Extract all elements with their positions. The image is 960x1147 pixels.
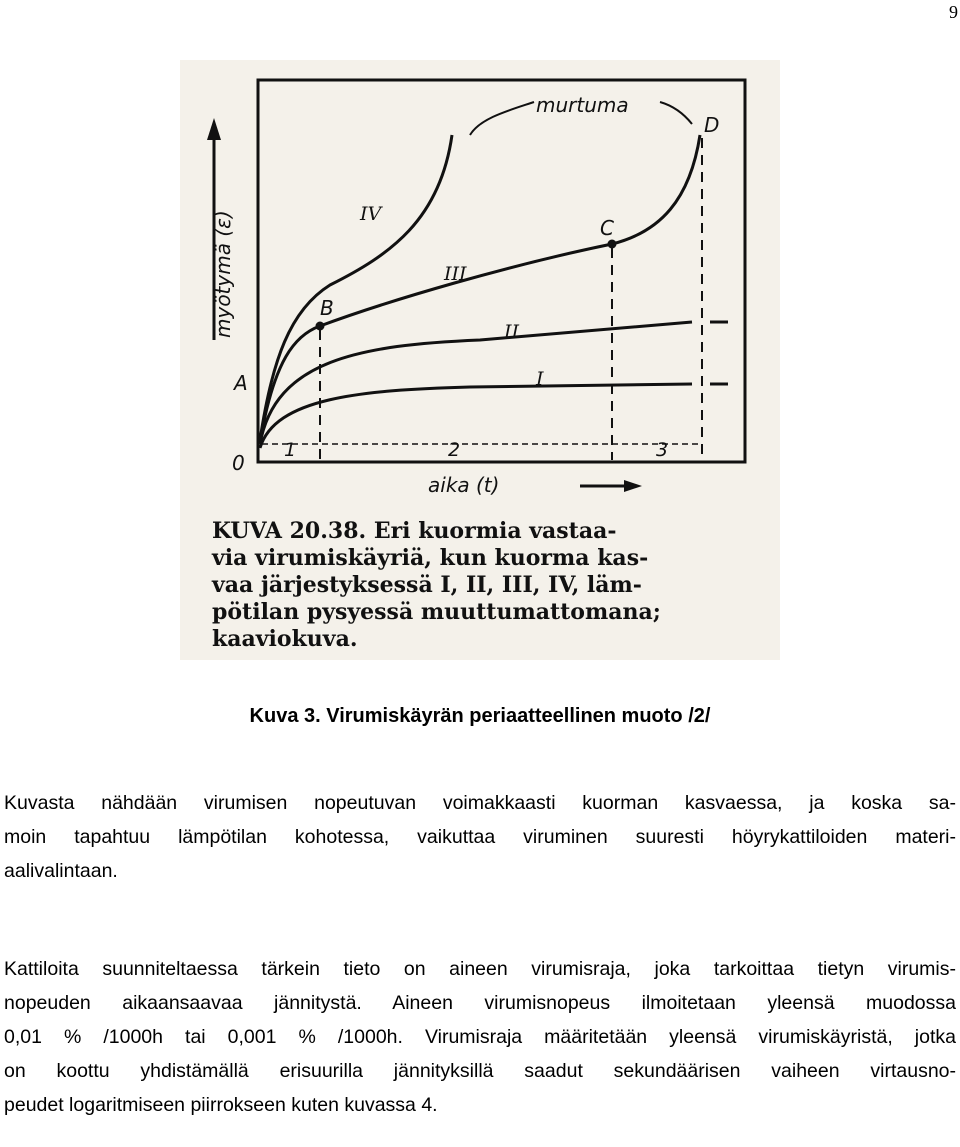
paragraph-2 xyxy=(4,952,956,1122)
y-axis-label: myötymä (ε) xyxy=(211,210,235,338)
curve-iv-label: IV xyxy=(360,203,382,225)
origin-label: 0 xyxy=(232,451,245,475)
scan-caption-line: kaaviokuva. xyxy=(212,626,358,652)
scan-caption-line: KUVA 20.38. Eri kuormia vastaa- xyxy=(212,518,617,544)
stage-3-label: 3 xyxy=(656,439,669,461)
paragraph-line: peudet logaritmiseen piirrokseen kuten kuvassa 4. xyxy=(4,1094,438,1116)
fracture-label: murtuma xyxy=(536,93,629,117)
point-c-label: C xyxy=(600,216,614,240)
paragraph-line: Kuvasta nähdään virumisen nopeutuvan voimakkaasti kuorman kasvaessa, ja koska sa- xyxy=(4,792,956,814)
curve-ii-label: II xyxy=(504,321,520,343)
point-a-label: A xyxy=(234,371,248,395)
scan-caption-line: pötilan pysyessä muuttumattomana; xyxy=(212,599,661,625)
x-axis-label: aika (t) xyxy=(428,473,500,497)
figure-caption: Kuva 3. Virumiskäyrän periaatteellinen muoto /2/ xyxy=(249,705,711,727)
paragraph-line: aalivalintaan. xyxy=(4,860,118,882)
stage-1-label: 1 xyxy=(284,439,297,461)
paragraph-line: Kattiloita suunniteltaessa tärkein tieto on aineen virumisraja, joka tarkoittaa tietyn virumis- xyxy=(4,958,956,980)
paragraph-line: nopeuden aikaansaavaa jännitystä. Aineen virumisnopeus ilmoitetaan yleensä muodossa xyxy=(4,992,956,1014)
point-c-marker xyxy=(608,240,617,249)
paragraph-1 xyxy=(4,786,956,888)
creep-curve-figure xyxy=(180,60,780,660)
point-b-marker xyxy=(316,322,325,331)
scan-caption-line: vaa järjestyksessä I, II, III, IV, läm- xyxy=(212,572,642,598)
page-number: 9 xyxy=(949,2,958,22)
curve-i-label: I xyxy=(536,368,544,390)
paragraph-line: 0,01 % /1000h tai 0,001 % /1000h. Virumisraja määritetään yleensä virumiskäyristä, jotka xyxy=(4,1026,956,1048)
point-d-label: D xyxy=(704,113,720,137)
curve-iii-label: III xyxy=(444,263,467,285)
scan-caption-line: via virumiskäyriä, kun kuorma kas- xyxy=(212,545,649,571)
paragraph-line: on koottu yhdistämällä erisuurilla jännityksillä saadut sekundäärisen vaiheen virtausno- xyxy=(4,1060,956,1082)
creep-diagram xyxy=(180,60,780,660)
stage-2-label: 2 xyxy=(448,439,461,461)
paragraph-line: moin tapahtuu lämpötilan kohotessa, vaikuttaa viruminen suuresti höyrykattiloiden materi- xyxy=(4,826,956,848)
point-b-label: B xyxy=(320,296,334,320)
